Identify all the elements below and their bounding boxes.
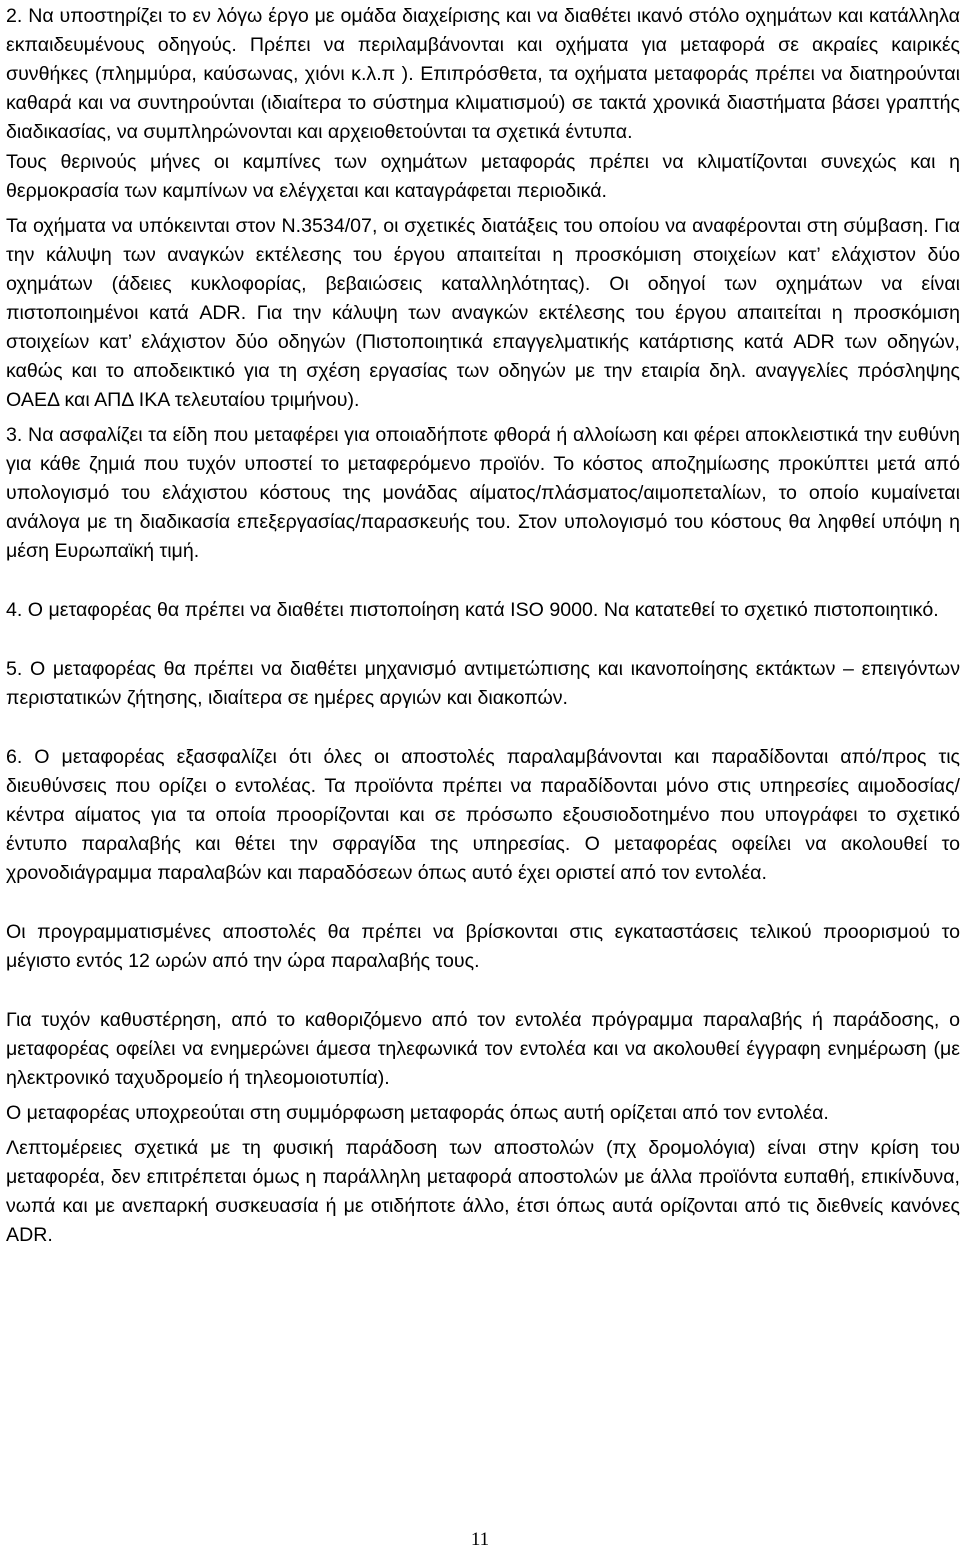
spacer [6, 566, 960, 596]
spacer [6, 888, 960, 918]
page-number: 11 [470, 1529, 490, 1550]
spacer [6, 976, 960, 1006]
paragraph-item-4: 4. Ο μεταφορέας θα πρέπει να διαθέτει πιστοποίηση κατά ISO 9000. Να κατατεθεί το σχετικό πιστοποιητικό. [6, 599, 939, 621]
paragraph-delivery-details: Λεπτομέρειες σχετικά με τη φυσική παράδοση των αποστολών (πχ δρομολόγια) είναι στην κρίση του μεταφορέα, δεν επιτρέπεται όμως η παράλληλη μεταφορά αποστολών με άλλα προϊόντα ευπαθή, επικίνδυνα, νωπά και με ανεπαρκή συσκευασία ή με οτιδήποτε άλλο, έτσι όπως αυτά ορίζονται από τις διεθνείς κανόνες ADR. [6, 1137, 960, 1246]
paragraph-summer-cabins: Τους θερινούς μήνες οι καμπίνες των οχημάτων μεταφοράς πρέπει να κλιματίζονται συνεχώς και η θερμοκρασία των καμπίνων να ελέγχεται και καταγράφεται περιοδικά. [6, 151, 960, 202]
paragraph-delay-notification: Για τυχόν καθυστέρηση, από το καθοριζόμενο από τον εντολέα πρόγραμμα παραλαβής ή παράδοσης, ο μεταφορέας οφείλει να ενημερώνει άμεσα τηλεφωνικά τον εντολέα και να ακολουθεί έγγραφη ενημέρωση (με ηλεκτρονικό ταχυδρομείο ή τηλεομοιοτυπία). [6, 1009, 960, 1089]
spacer [6, 713, 960, 743]
paragraph-vehicles-law: Τα οχήματα να υπόκεινται στον Ν.3534/07, οι σχετικές διατάξεις του οποίου να αναφέρονται στη σύμβαση. Για την κάλυψη των αναγκών εκτέλεσης του έργου απαιτείται η προσκόμιση στοιχείων κατ’ ελάχιστον δύο οχημάτων (άδειες κυκλοφορίας, βεβαιώσεις καταλληλότητας). Οι οδηγοί των οχημάτων να είναι πιστοποιημένοι κατά ADR. Για την κάλυψη των αναγκών εκτέλεσης του έργου απαιτείται η προσκόμιση στοιχείων κατ’ ελάχιστον δύο οδηγών (Πιστοποιητικά επαγγελματικής κατάρτισης κατά ADR των οδηγών, καθώς και το αποδεικτικό για τη σχέση εργασίας των οδηγών με την εταιρία δηλ. αναγγελίες πρόσληψης ΟΑΕΔ και ΑΠΔ ΙΚΑ τελευταίου τριμήνου). [6, 215, 960, 411]
paragraph-item-2: 2. Να υποστηρίζει το εν λόγω έργο με ομάδα διαχείρισης και να διαθέτει ικανό στόλο οχημάτων και κατάλληλα εκπαιδευμένους οδηγούς. Πρέπει να περιλαμβάνονται και οχήματα για μεταφορά σε ακραίες καιρικές συνθήκες (πλημμύρα, καύσωνας, χιόνι κ.λ.π ). Επιπρόσθετα, τα οχήματα μεταφοράς πρέπει να διατηρούνται καθαρά και να συντηρούνται (ιδιαίτερα το σύστημα κλιματισμού) σε τακτά χρονικά διαστήματα βάσει γραπτής διαδικασίας, να συμπληρώνονται και αρχειοθετούνται τα σχετικά έντυπα. [6, 5, 960, 143]
paragraph-scheduled-shipments: Οι προγραμματισμένες αποστολές θα πρέπει να βρίσκονται στις εγκαταστάσεις τελικού προορισμού το μέγιστο εντός 12 ωρών από την ώρα παραλαβής τους. [6, 921, 960, 972]
paragraph-compliance: Ο μεταφορέας υποχρεούται στη συμμόρφωση μεταφοράς όπως αυτή ορίζεται από τον εντολέα. [6, 1102, 829, 1124]
spacer [6, 625, 960, 655]
paragraph-item-5: 5. Ο μεταφορέας θα πρέπει να διαθέτει μηχανισμό αντιμετώπισης και ικανοποίησης εκτάκτων – επειγόντων περιστατικών ζήτησης, ιδιαίτερα σε ημέρες αργιών και διακοπών. [6, 658, 960, 709]
document-page [6, 2, 960, 1250]
paragraph-item-6: 6. Ο μεταφορέας εξασφαλίζει ότι όλες οι αποστολές παραλαμβάνονται και παραδίδονται από/προς τις διευθύνσεις που ορίζει ο εντολέας. Τα προϊόντα πρέπει να παραδίδονται μόνο στις υπηρεσίες αιμοδοσίας/κέντρα αίματος για τα οποία προορίζονται και σε πρόσωπο εξουσιοδοτημένο που υπογράφει το σχετικό έντυπο παραλαβής και θέτει την σφραγίδα της υπηρεσίας. Ο μεταφορέας οφείλει να ακολουθεί το χρονοδιάγραμμα παραλαβών και παραδόσεων όπως αυτό έχει οριστεί από τον εντολέα. [6, 746, 960, 884]
paragraph-item-3: 3. Να ασφαλίζει τα είδη που μεταφέρει για οποιαδήποτε φθορά ή αλλοίωση και φέρει αποκλειστικά την ευθύνη για κάθε ζημιά που τυχόν υποστεί το μεταφερόμενο προϊόν. Το κόστος αποζημίωσης προκύπτει μετά από υπολογισμό του ελάχιστου κόστους της μονάδας αίματος/πλάσματος/αιμοπεταλίων, το οποίο κυμαίνεται ανάλογα με τη διαδικασία επεξεργασίας/παρασκευής του. Στον υπολογισμό του κόστους θα ληφθεί υπόψη η μέση Ευρωπαϊκή τιμή. [6, 424, 960, 562]
